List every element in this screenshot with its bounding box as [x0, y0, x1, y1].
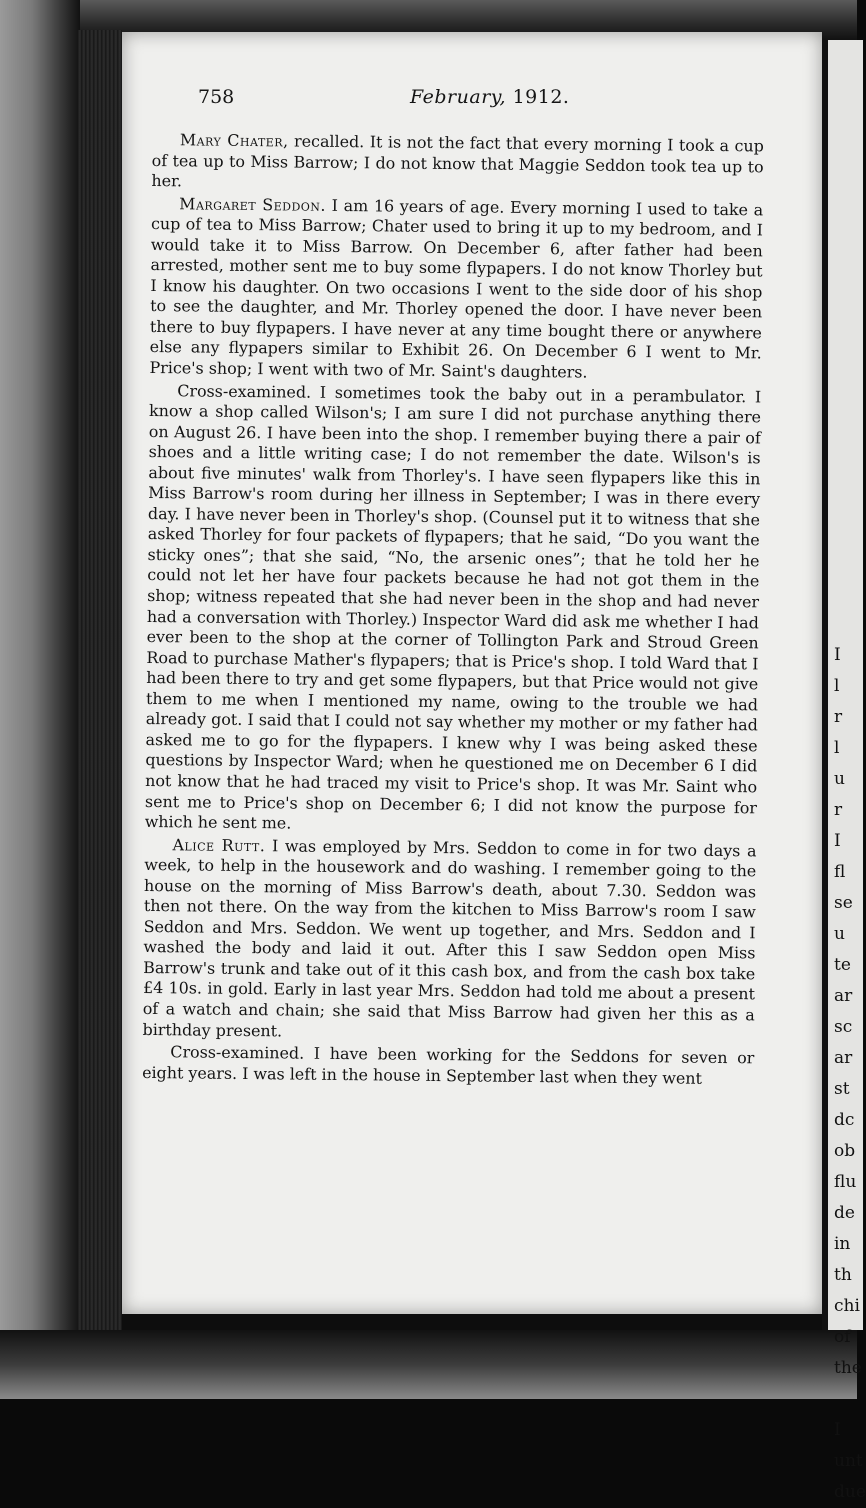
paragraph-mary-chater: [151, 130, 764, 198]
paragraph-cross-examined-rutt: [142, 1042, 754, 1090]
adjacent-page: [822, 40, 866, 1502]
paragraph-text: I am 16 years of age. Every morning I used to take a cup of tea to Miss Barrow; Chater used to bring it up to my bedroom, and I would take it to Miss Barrow. On December 6, after father had been arrested, mother sent me to buy some flypapers. I do not know Thorley but I know his daughter. On two occasions I went to the side door of his shop to see the daughter, and Mr. Thorley opened the door. I have never been there to buy flypapers. I have never at any time bought there or anywhere else any flypapers similar to Exhibit 26. On December 6 I went to Mr. Price's shop; I went with two of Mr. Saint's daughters.: [149, 195, 764, 382]
testimony-text: [142, 130, 764, 1092]
running-header: [198, 86, 578, 116]
paragraph-text: recalled. It is not the fact that every morning I took a cup of tea up to Miss Barrow; I do not know that Maggie Seddon took tea up to her.: [151, 131, 764, 191]
adjacent-page-fragment: I l r l u r I fl se u te ar sc ar st dc ob flu de in th chi of the I unt due: [834, 645, 866, 1502]
paragraph-cross-examined-seddon: [145, 381, 762, 839]
speaker-name: Mary Chater,: [179, 130, 289, 151]
speaker-name: Alice Rutt.: [172, 834, 266, 855]
paragraph-text: Cross-examined. I sometimes took the baby out in a perambulator. I know a shop called Wilson's; I am sure I did not purchase anything there on August 26. I have been into the shop. I remember buying there a pair of shoes and a little writing case; I do not remember the date. Wilson's is about five minutes' walk from Thorley's. I have seen flypapers like this in Miss Barrow's room during her illness in September; I was in there every day. I have never been in Thorley's shop. (Counsel put it to witness that she asked Thorley for four packets of flypapers; that he said, “Do you want the sticky ones”; that she said, “No, the arsenic ones”; that he told her he could not let her have four packets because he had not got them in the shop; witness repeated that she had never been in the shop and had never had a conversation with Thorley.) Inspector Ward did ask me whether I had ever been to the shop at the corner of Tollington Park and Stroud Green Road to purchase Mather's flypapers; that is Price's shop. I told Ward that I had been there to try and get some flypapers, but that Price would not give them to me when I mentioned my name, owing to the trouble we had already got. I said that I could not say whether my mother or my father had asked me to go for the flypapers. I knew why I was being asked these questions by Inspector Ward; when he questioned me on December 6 I did not know that he had traced my visit to Price's shop. It was Mr. Saint who sent me to Price's shop on December 6; I did not know the purpose for which he sent me.: [144, 380, 762, 833]
paragraph-text: I was employed by Mrs. Seddon to come in for two days a week, to help in the housework and do washing. I remember going to the house on the morning of Miss Barrow's death, about 7.30. Seddon was then not there. On the way from the kitchen to Miss Barrow's room I saw Seddon and Mrs. Seddon. We went up together, and Mrs. Seddon and I washed the body and laid it out. After this I saw Seddon open Miss Barrow's trunk and take out of it this cash box, and from the cash box take £4 10s. in gold. Early in last year Mrs. Seddon had told me about a present of a watch and chain; she said that Miss Barrow had given her this as a birthday present.: [142, 835, 757, 1040]
scan-left-margin: [0, 0, 80, 1399]
paragraph-margaret-seddon: [149, 194, 763, 385]
scan-bottom-margin: [0, 1330, 857, 1399]
speaker-name: Margaret Seddon.: [179, 193, 327, 215]
running-title: [410, 86, 569, 108]
paragraph-alice-rutt: [142, 835, 756, 1047]
page-number: 758: [198, 86, 235, 108]
running-title-year: 1912.: [512, 86, 570, 108]
paragraph-text: Cross-examined. I have been working for the Seddons for seven or eight years. I was left in the house in September last when they went: [142, 1042, 755, 1088]
running-title-month: February,: [410, 86, 507, 108]
book-spine: [78, 30, 122, 1330]
